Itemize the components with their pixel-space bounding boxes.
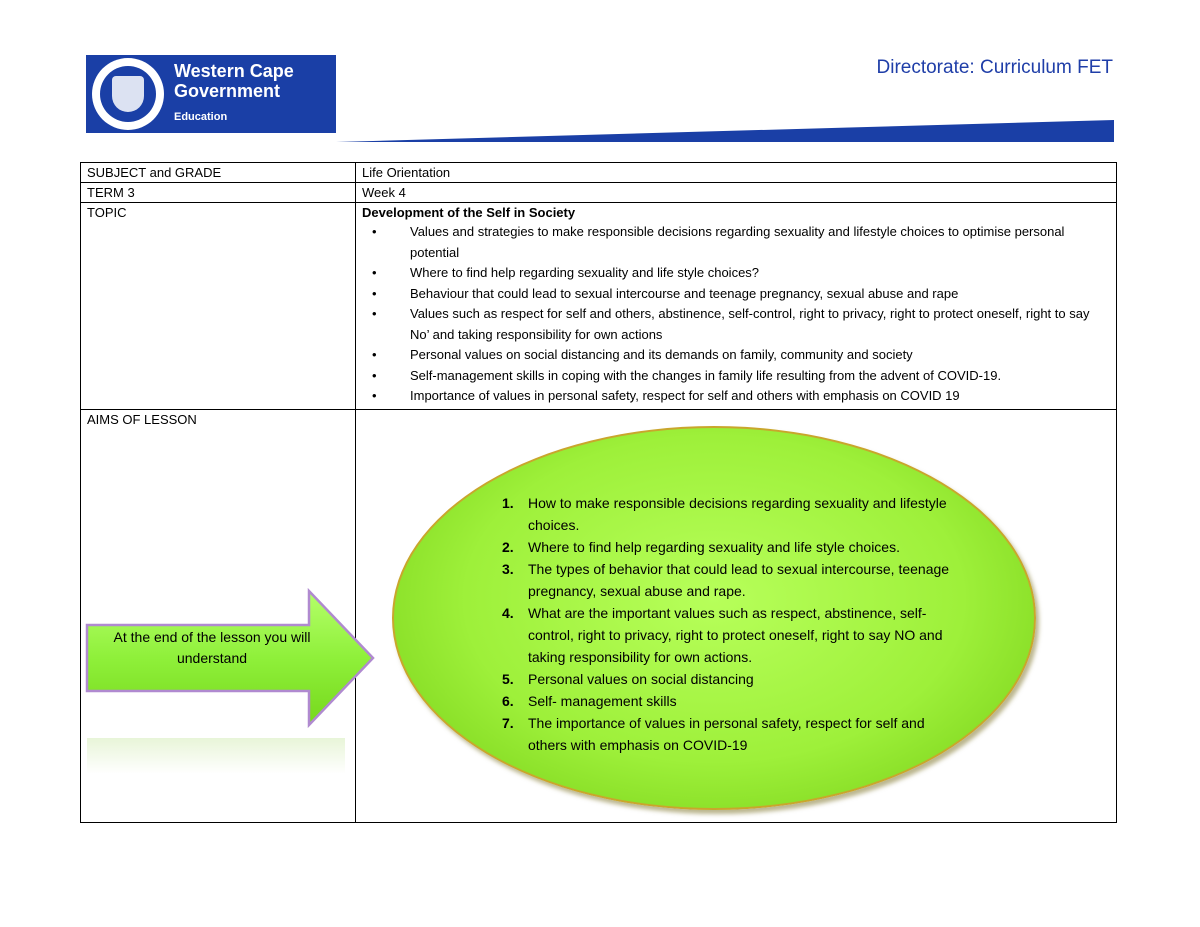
- item-number: 3.: [502, 560, 514, 577]
- logo-line-western-cape: Western Cape: [174, 61, 294, 81]
- table-row: [81, 163, 1117, 183]
- row-value-subject: Life Orientation: [356, 163, 1117, 183]
- item-text: Personal values on social distancing: [528, 670, 754, 687]
- lesson-table: [80, 162, 1117, 823]
- list-item: • Personal values on social distancing and its demands on family, community and society: [362, 345, 1110, 366]
- list-item: [502, 536, 952, 558]
- list-item: [502, 690, 952, 712]
- list-item: • Behaviour that could lead to sexual intercourse and teenage pregnancy, sexual abuse and rape: [362, 284, 1110, 305]
- list-item: [502, 602, 952, 668]
- table-row-aims: [81, 409, 1117, 822]
- item-number: 7.: [502, 714, 514, 731]
- item-text: The importance of values in personal safety, respect for self and others with emphasis on COVID-19: [528, 714, 925, 753]
- item-text: The types of behavior that could lead to sexual intercourse, teenage pregnancy, sexual abuse and rape.: [528, 560, 950, 599]
- item-number: 6.: [502, 692, 514, 709]
- arrow-reflection: [87, 738, 345, 774]
- list-item: [502, 492, 952, 536]
- item-number: 1.: [502, 494, 514, 511]
- coat-of-arms-icon: [92, 58, 164, 130]
- item-text: Self- management skills: [528, 692, 677, 709]
- item-number: 5.: [502, 670, 514, 687]
- aims-list: [502, 492, 952, 756]
- aims-content-cell: [356, 409, 1117, 822]
- list-item: [502, 712, 952, 756]
- item-text: What are the important values such as respect, abstinence, self-control, right to privacy, right to protect oneself, right to say NO and taking responsibility for own actions.: [528, 604, 943, 665]
- topic-title: Development of the Self in Society: [362, 205, 576, 220]
- topic-cell: [356, 203, 1117, 410]
- topic-list: [362, 222, 1110, 407]
- list-item: • Values and strategies to make responsible decisions regarding sexuality and lifestyle choices to optimise personal potential: [362, 222, 1110, 263]
- list-item: • Where to find help regarding sexuality and life style choices?: [362, 263, 1110, 284]
- list-item: [502, 668, 952, 690]
- item-text: How to make responsible decisions regarding sexuality and lifestyle choices.: [528, 494, 947, 533]
- row-label-aims: AIMS OF LESSON: [87, 411, 197, 427]
- item-number: 4.: [502, 604, 514, 621]
- arrow-text: At the end of the lesson you will understand: [113, 628, 311, 666]
- aims-label-cell: [81, 409, 356, 822]
- row-label-term: TERM 3: [81, 183, 356, 203]
- table-row: [81, 183, 1117, 203]
- logo-line-education: Education: [174, 111, 228, 123]
- row-value-week: Week 4: [356, 183, 1117, 203]
- list-item: [502, 558, 952, 602]
- item-text: Where to find help regarding sexuality and life style choices.: [528, 538, 900, 555]
- arrow-shape: [83, 583, 383, 733]
- list-item: • Self-management skills in coping with the changes in family life resulting from the advent of COVID-19.: [362, 366, 1110, 387]
- row-label-topic: TOPIC: [81, 203, 356, 410]
- row-label-subject: SUBJECT and GRADE: [81, 163, 356, 183]
- item-number: 2.: [502, 538, 514, 555]
- list-item: • Values such as respect for self and others, abstinence, self-control, right to privacy, right to protect oneself, right to say No’ and taking responsibility for own actions: [362, 304, 1110, 345]
- table-row-topic: [81, 203, 1117, 410]
- wcg-logo: [86, 55, 336, 133]
- directorate-title: Directorate: Curriculum FET: [876, 57, 1113, 78]
- list-item: • Importance of values in personal safety, respect for self and others with emphasis on COVID 19: [362, 386, 1110, 407]
- header-swoosh: [336, 118, 1116, 144]
- logo-line-government: Government: [174, 81, 281, 101]
